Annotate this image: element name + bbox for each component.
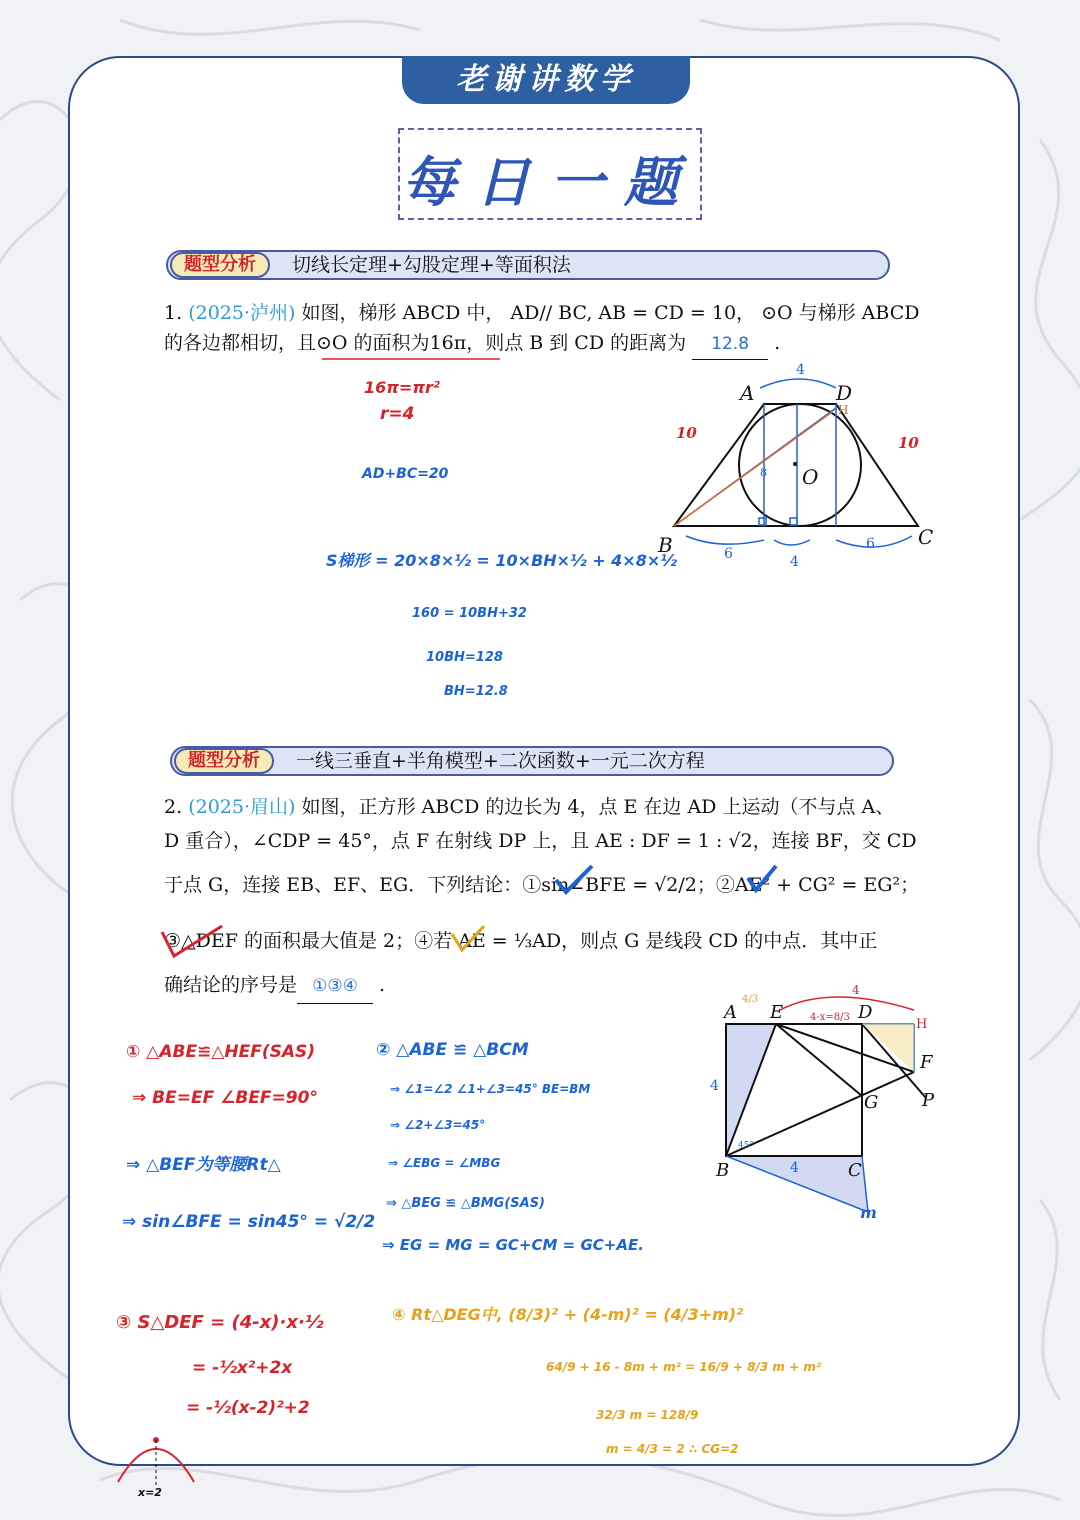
label-O: O (802, 465, 819, 489)
label-b3: 6 (866, 536, 875, 552)
note-2-orange-4: m = 4/3 = 2 ∴ CG=2 (606, 1442, 739, 1456)
note-2-red-5: ③ S△DEF = (4-x)·x·½ (116, 1312, 324, 1333)
question-2-line1: 2. (2025·眉山) 如图，正方形 ABCD 的边长为 4，点 E 在边 AD 上运动（不与点 A、 (164, 796, 895, 818)
label-b2: 4 (790, 554, 799, 570)
answer-blank-1: 12.8 (692, 329, 768, 360)
note-2-blue-6: ⇒ EG = MG = GC+CM = GC+AE. (382, 1236, 644, 1254)
label-left-10: 10 (676, 424, 697, 442)
note-1-5: 160 = 10BH+32 (412, 606, 527, 621)
note-2-blue-3: ⇒ ∠2+∠3=45° (390, 1118, 486, 1132)
label2-P: P (922, 1090, 935, 1111)
note-2-red-4: ⇒ sin∠BFE = sin45° = √2/2 (122, 1212, 376, 1232)
page-title: 每日一题 (402, 151, 698, 214)
note-2-orange-1: ④ Rt△DEG中, (8/3)² + (4-m)² = (4/3+m)² (392, 1305, 744, 1324)
note-2-blue-1: ② △ABE ≌ △BCM (376, 1040, 529, 1060)
note-2-red-1: ① △ABE≌△HEF(SAS) (126, 1042, 316, 1062)
label-b1: 6 (724, 546, 733, 562)
note-1-7: BH=12.8 (444, 684, 508, 699)
label2-M: m (860, 1203, 877, 1220)
topic-tag-1: 题型分析 (170, 252, 270, 278)
question-2-line5: 确结论的序号是 ①③④ . (164, 968, 954, 1004)
label2-x2: 4-x=8/3 (810, 1012, 850, 1023)
note-2-blue-4: ⇒ ∠EBG = ∠MBG (388, 1156, 501, 1170)
question-1-line1: 1. (2025·泸州) 如图，梯形 ABCD 中， AD// BC, AB = CD = 10， ⊙O 与梯形 ABCD (164, 302, 920, 324)
label2-B: B (716, 1160, 730, 1181)
question-1-line2: 的各边都相切，且⊙O 的面积为16π，则点 B 到 CD 的距离为 12.8 . (164, 328, 944, 360)
note-2-orange-2: 64/9 + 16 - 8m + m² = 16/9 + 8/3 m + m² (546, 1360, 822, 1374)
label2-E: E (770, 1002, 784, 1023)
label2-C: C (848, 1160, 862, 1181)
label2-D: D (858, 1002, 873, 1023)
label2-A: A (724, 1002, 737, 1023)
label2-angle: 45° (738, 1141, 754, 1151)
note-1-2: r=4 (380, 404, 415, 424)
note-1-6: 10BH=128 (426, 650, 503, 665)
note-2-red-6: = -½x²+2x (192, 1358, 293, 1378)
label2-bottom: 4 (790, 1160, 799, 1176)
label-H: H (838, 403, 849, 417)
label-D: D (836, 381, 853, 405)
label2-top: 4 (852, 983, 860, 997)
label2-H: H (916, 1017, 928, 1032)
note-1-4: S梯形 = 20×8×½ = 10×BH×½ + 4×8×½ (326, 551, 677, 570)
note-2-red-3: ⇒ △BEF为等腰Rt△ (126, 1155, 281, 1175)
question-2-line3: 于点 G，连接 EB、EF、EG．下列结论：①sin∠BFE = √2/2；②AE² + CG² = EG²； (164, 874, 920, 896)
note-2-red-7: = -½(x-2)²+2 (186, 1398, 310, 1418)
note-2-blue-5: ⇒ △BEG ≌ △BMG(SAS) (386, 1196, 546, 1211)
label2-F: F (920, 1052, 933, 1073)
note-2-red-2: ⇒ BE=EF ∠BEF=90° (132, 1088, 318, 1108)
parabola-sketch (110, 1430, 210, 1490)
label-A: A (740, 381, 755, 405)
label2-side: 4 (710, 1078, 719, 1094)
topic-text-2: 一线三垂直+半角模型+二次函数+一元二次方程 (296, 750, 705, 772)
label-C: C (918, 525, 934, 549)
note-1-3: AD+BC=20 (362, 466, 449, 482)
topic-text-1: 切线长定理+勾股定理+等面积法 (292, 254, 571, 276)
label-mark8: 8 (760, 466, 767, 479)
label-B: B (658, 533, 673, 557)
label2-G: G (864, 1092, 879, 1113)
note-2-orange-3: 32/3 m = 128/9 (596, 1408, 699, 1422)
label-top-4: 4 (796, 362, 805, 378)
brand-header: 老谢讲数学 (402, 56, 690, 104)
question-2-line4: ③△DEF 的面积最大值是 2；④若 AE = ⅓AD，则点 G 是线段 CD 的中点．其中正 (164, 930, 878, 952)
label-right-10: 10 (898, 434, 919, 452)
note-2-blue-2: ⇒ ∠1=∠2 ∠1+∠3=45° BE=BM (390, 1082, 591, 1096)
note-2-red-8: x=2 (138, 1486, 162, 1499)
topic-tag-2: 题型分析 (174, 748, 274, 774)
label2-x1: 4/3 (742, 994, 759, 1005)
answer-blank-2: ①③④ (297, 969, 373, 1004)
note-1-1: 16π=πr² (364, 378, 440, 397)
question-2-line2: D 重合），∠CDP = 45°，点 F 在射线 DP 上，且 AE : DF = 1 : √2，连接 BF，交 CD (164, 830, 917, 852)
figure-square (700, 980, 960, 1220)
